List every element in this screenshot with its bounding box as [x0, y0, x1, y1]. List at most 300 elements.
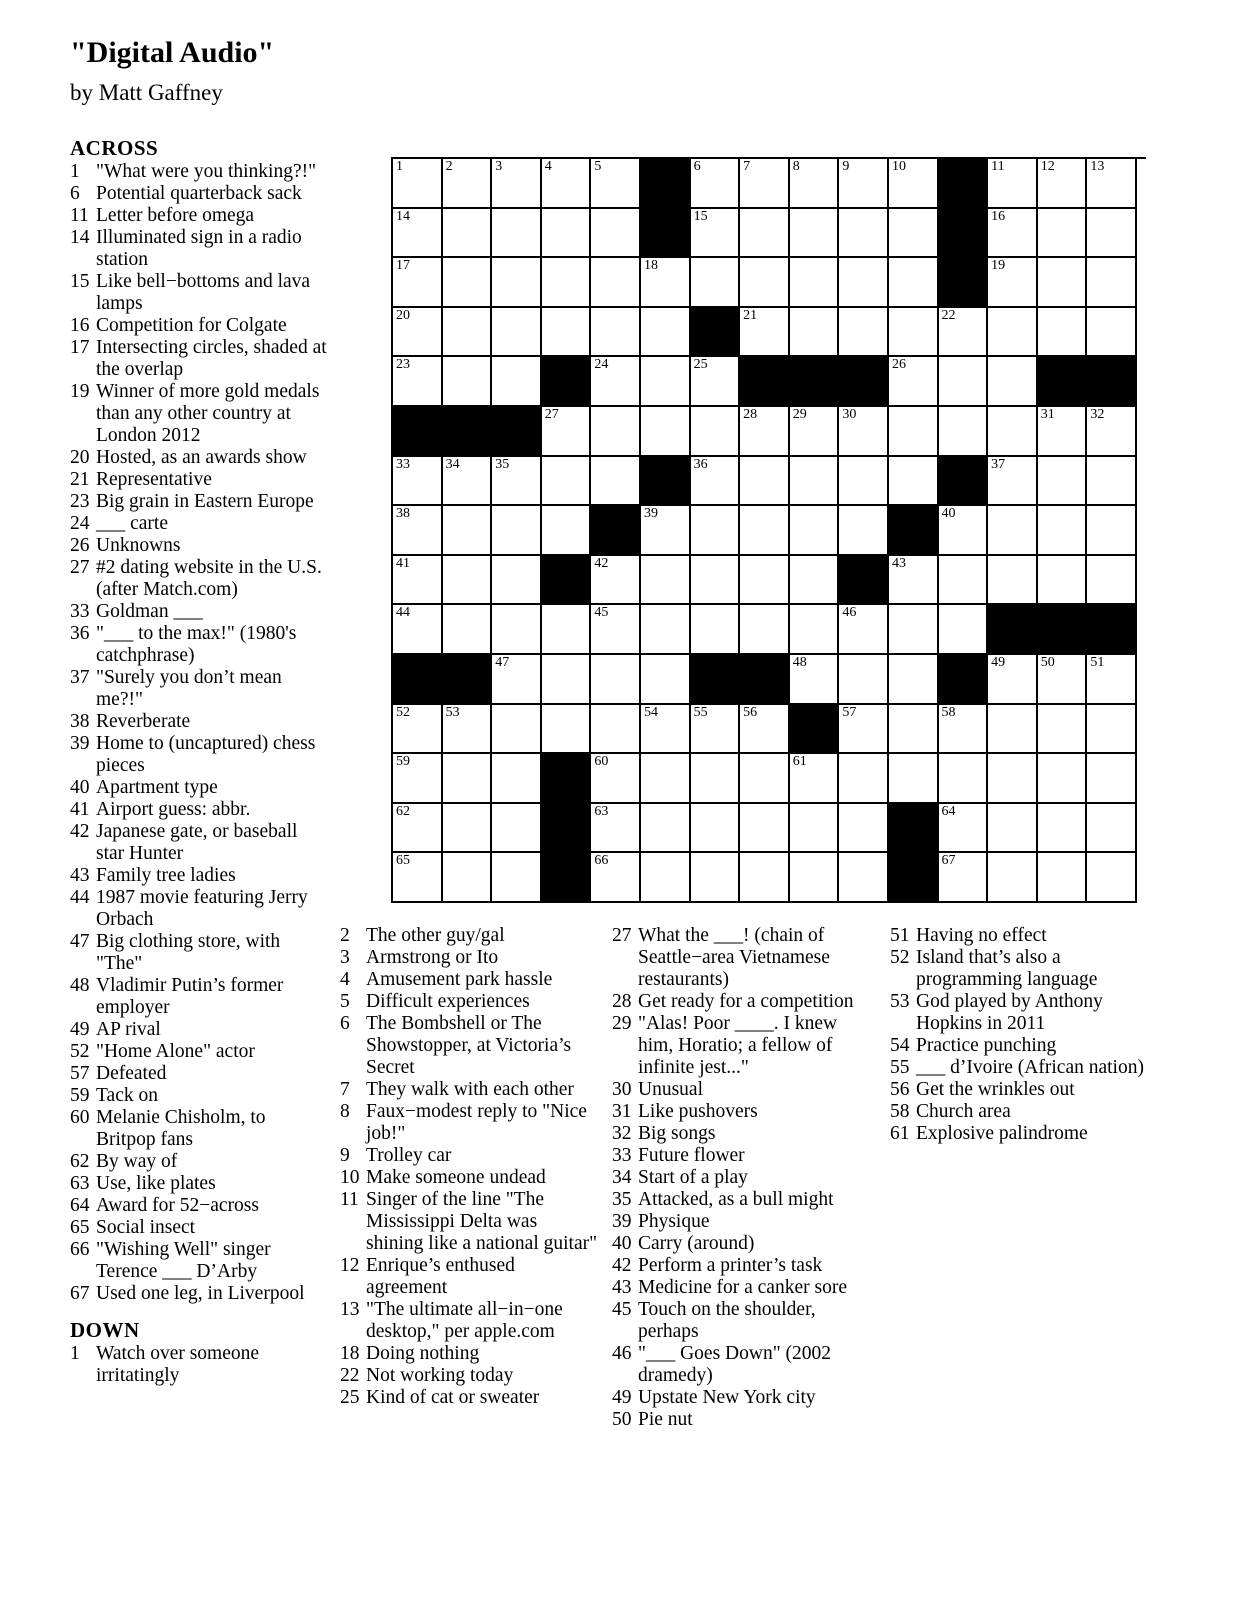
grid-cell[interactable] — [939, 506, 989, 556]
clue-text: Carry (around) — [638, 1233, 755, 1254]
grid-cell[interactable] — [939, 754, 989, 804]
clue-text: God played by Anthony Hopkins in 2011 — [916, 991, 1103, 1034]
grid-cell[interactable] — [492, 705, 542, 755]
grid-cell[interactable] — [740, 407, 790, 457]
grid-cell[interactable] — [1038, 804, 1088, 854]
grid-cell[interactable] — [492, 853, 542, 903]
clue-item — [612, 1255, 877, 1277]
grid-cell[interactable] — [790, 804, 840, 854]
grid-cell[interactable] — [790, 407, 840, 457]
clue-item — [70, 1019, 328, 1041]
grid-cell[interactable] — [393, 853, 443, 903]
grid-cell[interactable] — [542, 705, 592, 755]
grid-cell[interactable] — [1087, 655, 1137, 705]
grid-cell-blocked — [939, 457, 989, 507]
grid-cell[interactable] — [641, 357, 691, 407]
grid-cell-number: 28 — [743, 406, 758, 422]
clue-number: 33 — [612, 1145, 632, 1166]
clue-item — [890, 925, 1150, 947]
grid-cell[interactable] — [889, 705, 939, 755]
grid-cell[interactable] — [542, 605, 592, 655]
clue-text: Winner of more gold medals than any other country at London 2012 — [96, 381, 320, 446]
grid-cell[interactable] — [988, 258, 1038, 308]
clue-item — [70, 183, 328, 205]
grid-cell[interactable] — [988, 308, 1038, 358]
clue-number: 49 — [612, 1387, 632, 1408]
grid-cell[interactable] — [641, 258, 691, 308]
grid-cell[interactable] — [889, 159, 939, 209]
clue-text: Tack on — [96, 1085, 158, 1106]
grid-cell-number: 50 — [1040, 654, 1055, 670]
grid-cell-number: 34 — [445, 456, 460, 472]
grid-cell[interactable] — [492, 804, 542, 854]
grid-cell[interactable] — [1038, 506, 1088, 556]
clue-item — [340, 1255, 598, 1299]
grid-cell[interactable] — [740, 705, 790, 755]
grid-cell[interactable] — [542, 506, 592, 556]
grid-cell[interactable] — [1038, 407, 1088, 457]
grid-cell[interactable] — [591, 308, 641, 358]
grid-cell[interactable] — [492, 655, 542, 705]
grid-cell[interactable] — [492, 556, 542, 606]
grid-cell-number: 45 — [594, 605, 609, 621]
crossword-grid[interactable] — [391, 157, 1146, 903]
grid-cell[interactable] — [492, 357, 542, 407]
grid-cell-number: 49 — [991, 654, 1006, 670]
grid-cell[interactable] — [839, 258, 889, 308]
clue-text: Potential quarterback sack — [96, 183, 302, 204]
grid-cell[interactable] — [443, 308, 493, 358]
grid-cell[interactable] — [1087, 258, 1137, 308]
grid-cell-number: 54 — [643, 704, 658, 720]
grid-cell[interactable] — [443, 804, 493, 854]
grid-cell[interactable] — [443, 705, 493, 755]
grid-cell[interactable] — [889, 655, 939, 705]
grid-cell-blocked — [889, 506, 939, 556]
clue-text: Representative — [96, 469, 212, 490]
grid-cell[interactable] — [839, 506, 889, 556]
grid-cell[interactable] — [393, 357, 443, 407]
grid-cell[interactable] — [1087, 804, 1137, 854]
grid-cell-blocked — [889, 804, 939, 854]
grid-cell[interactable] — [1087, 159, 1137, 209]
clue-text: Competition for Colgate — [96, 315, 287, 336]
grid-cell[interactable] — [591, 209, 641, 259]
grid-cell[interactable] — [492, 506, 542, 556]
clue-text: Physique — [638, 1211, 710, 1232]
grid-cell[interactable] — [988, 853, 1038, 903]
down-clue-list-part4 — [890, 925, 1150, 1145]
grid-cell[interactable] — [641, 605, 691, 655]
grid-cell[interactable] — [393, 556, 443, 606]
grid-cell-blocked — [542, 556, 592, 606]
grid-cell[interactable] — [492, 754, 542, 804]
grid-cell[interactable] — [1087, 209, 1137, 259]
grid-cell[interactable] — [691, 605, 741, 655]
grid-cell[interactable] — [988, 705, 1038, 755]
grid-cell[interactable] — [691, 209, 741, 259]
clue-text: ___ carte — [96, 513, 169, 534]
grid-cell[interactable] — [443, 605, 493, 655]
grid-cell[interactable] — [839, 605, 889, 655]
grid-cell[interactable] — [443, 754, 493, 804]
grid-cell[interactable] — [542, 209, 592, 259]
grid-cell[interactable] — [939, 605, 989, 655]
grid-cell[interactable] — [889, 258, 939, 308]
clue-item — [890, 1079, 1150, 1101]
grid-cell[interactable] — [542, 258, 592, 308]
grid-cell[interactable] — [889, 308, 939, 358]
grid-cell[interactable] — [641, 556, 691, 606]
clue-number: 41 — [70, 799, 90, 820]
clue-number: 2 — [340, 925, 350, 946]
clue-text: The other guy/gal — [366, 925, 505, 946]
grid-cell-blocked — [542, 804, 592, 854]
grid-cell[interactable] — [939, 705, 989, 755]
grid-cell[interactable] — [1087, 556, 1137, 606]
grid-cell[interactable] — [641, 754, 691, 804]
grid-cell[interactable] — [1087, 705, 1137, 755]
clue-number: 59 — [70, 1085, 90, 1106]
grid-cell[interactable] — [988, 159, 1038, 209]
clue-number: 66 — [70, 1239, 90, 1260]
clue-number: 42 — [70, 821, 90, 842]
grid-cell[interactable] — [790, 506, 840, 556]
clue-text: Upstate New York city — [638, 1387, 816, 1408]
grid-cell[interactable] — [492, 308, 542, 358]
grid-cell-number: 65 — [396, 853, 410, 869]
grid-cell[interactable] — [691, 754, 741, 804]
grid-cell[interactable] — [839, 308, 889, 358]
grid-cell[interactable] — [1038, 457, 1088, 507]
clue-item — [70, 337, 328, 381]
grid-cell[interactable] — [443, 159, 493, 209]
grid-cell[interactable] — [790, 556, 840, 606]
grid-cell[interactable] — [591, 556, 641, 606]
grid-cell[interactable] — [740, 506, 790, 556]
grid-cell[interactable] — [691, 159, 741, 209]
grid-cell[interactable] — [691, 556, 741, 606]
grid-cell[interactable] — [1038, 556, 1088, 606]
grid-row — [393, 804, 1146, 854]
clue-item — [340, 1365, 598, 1387]
clue-number: 54 — [890, 1035, 910, 1056]
clue-item — [612, 1299, 877, 1343]
grid-cell[interactable] — [939, 357, 989, 407]
grid-cell[interactable] — [889, 605, 939, 655]
grid-cell[interactable] — [591, 258, 641, 308]
grid-cell[interactable] — [740, 605, 790, 655]
grid-cell-number: 8 — [792, 159, 800, 174]
clue-text: Medicine for a canker sore — [638, 1277, 847, 1298]
clue-number: 15 — [70, 271, 90, 292]
grid-cell[interactable] — [1087, 308, 1137, 358]
grid-cell[interactable] — [988, 804, 1038, 854]
clue-item — [70, 315, 328, 337]
grid-cell-blocked — [790, 357, 840, 407]
grid-cell[interactable] — [1038, 209, 1088, 259]
grid-row — [393, 357, 1146, 407]
grid-cell[interactable] — [393, 308, 443, 358]
clue-number: 53 — [890, 991, 910, 1012]
clue-number: 11 — [70, 205, 89, 226]
grid-cell[interactable] — [443, 357, 493, 407]
clue-text: Big songs — [638, 1123, 716, 1144]
grid-cell[interactable] — [492, 159, 542, 209]
grid-cell[interactable] — [542, 407, 592, 457]
grid-cell[interactable] — [1087, 853, 1137, 903]
grid-cell[interactable] — [393, 754, 443, 804]
grid-cell[interactable] — [393, 705, 443, 755]
grid-cell[interactable] — [641, 308, 691, 358]
grid-row — [393, 258, 1146, 308]
grid-cell-number: 7 — [743, 159, 751, 174]
grid-cell[interactable] — [988, 407, 1038, 457]
grid-cell[interactable] — [839, 853, 889, 903]
clue-text: Make someone undead — [366, 1167, 546, 1188]
down-clue-list-part2 — [340, 925, 598, 1409]
grid-cell[interactable] — [443, 457, 493, 507]
grid-cell-number: 67 — [941, 853, 956, 869]
grid-cell[interactable] — [691, 705, 741, 755]
grid-cell[interactable] — [988, 655, 1038, 705]
clue-text: Faux−modest reply to "Nice job!" — [366, 1101, 587, 1144]
grid-cell[interactable] — [1087, 506, 1137, 556]
grid-cell[interactable] — [393, 804, 443, 854]
grid-cell[interactable] — [988, 457, 1038, 507]
grid-cell[interactable] — [393, 506, 443, 556]
grid-cell[interactable] — [591, 853, 641, 903]
clue-text: Use, like plates — [96, 1173, 216, 1194]
clue-text: Doing nothing — [366, 1343, 480, 1364]
grid-cell-number: 36 — [693, 456, 708, 472]
grid-cell[interactable] — [1038, 159, 1088, 209]
grid-cell[interactable] — [591, 655, 641, 705]
grid-cell[interactable] — [1038, 258, 1088, 308]
grid-row — [393, 705, 1146, 755]
clue-number: 30 — [612, 1079, 632, 1100]
clue-item — [612, 1233, 877, 1255]
grid-cell[interactable] — [691, 407, 741, 457]
grid-cell[interactable] — [591, 754, 641, 804]
clue-number: 55 — [890, 1057, 910, 1078]
grid-cell[interactable] — [1038, 705, 1088, 755]
grid-cell[interactable] — [740, 556, 790, 606]
grid-cell[interactable] — [790, 655, 840, 705]
grid-cell[interactable] — [790, 605, 840, 655]
grid-cell[interactable] — [790, 754, 840, 804]
grid-cell[interactable] — [889, 209, 939, 259]
grid-cell[interactable] — [641, 804, 691, 854]
grid-cell[interactable] — [790, 457, 840, 507]
grid-cell[interactable] — [889, 357, 939, 407]
grid-cell[interactable] — [691, 258, 741, 308]
grid-cell[interactable] — [790, 853, 840, 903]
grid-cell[interactable] — [492, 605, 542, 655]
grid-cell[interactable] — [591, 457, 641, 507]
grid-cell-number: 40 — [941, 506, 956, 522]
grid-cell[interactable] — [889, 556, 939, 606]
clue-item — [70, 535, 328, 557]
clue-number: 24 — [70, 513, 90, 534]
grid-cell[interactable] — [443, 506, 493, 556]
clue-item — [70, 799, 328, 821]
grid-cell-blocked — [889, 853, 939, 903]
clue-text: Big clothing store, with "The" — [96, 931, 281, 974]
grid-cell[interactable] — [839, 457, 889, 507]
grid-cell[interactable] — [939, 407, 989, 457]
grid-cell[interactable] — [492, 258, 542, 308]
clue-item — [340, 1343, 598, 1365]
clue-text: Airport guess: abbr. — [96, 799, 251, 820]
clue-number: 32 — [612, 1123, 632, 1144]
grid-cell[interactable] — [988, 506, 1038, 556]
grid-cell[interactable] — [740, 258, 790, 308]
grid-cell[interactable] — [988, 556, 1038, 606]
grid-cell[interactable] — [393, 457, 443, 507]
grid-cell[interactable] — [691, 804, 741, 854]
grid-cell[interactable] — [1087, 754, 1137, 804]
grid-cell[interactable] — [939, 556, 989, 606]
clue-item — [70, 1217, 328, 1239]
clue-item — [70, 931, 328, 975]
grid-row — [393, 209, 1146, 259]
clue-text: "Home Alone" actor — [96, 1041, 255, 1062]
page-title: "Digital Audio" — [70, 36, 275, 69]
grid-cell[interactable] — [492, 209, 542, 259]
grid-cell[interactable] — [591, 804, 641, 854]
grid-cell[interactable] — [988, 754, 1038, 804]
grid-cell[interactable] — [591, 407, 641, 457]
grid-cell[interactable] — [839, 209, 889, 259]
grid-cell[interactable] — [443, 209, 493, 259]
grid-cell[interactable] — [542, 457, 592, 507]
grid-cell[interactable] — [740, 804, 790, 854]
clue-item — [890, 1101, 1150, 1123]
clue-text: Unknowns — [96, 535, 181, 556]
grid-cell[interactable] — [443, 853, 493, 903]
grid-cell[interactable] — [939, 804, 989, 854]
clue-text: Start of a play — [638, 1167, 748, 1188]
grid-cell[interactable] — [839, 407, 889, 457]
clue-item — [340, 925, 598, 947]
clue-text: Not working today — [366, 1365, 514, 1386]
grid-cell-number: 22 — [941, 307, 956, 323]
grid-cell[interactable] — [443, 258, 493, 308]
clue-text: "___ to the max!" (1980's catchphrase) — [96, 623, 297, 666]
grid-cell[interactable] — [790, 258, 840, 308]
grid-cell-number: 13 — [1090, 159, 1105, 174]
grid-cell[interactable] — [691, 357, 741, 407]
clue-number: 56 — [890, 1079, 910, 1100]
clue-item — [70, 777, 328, 799]
grid-cell-blocked — [443, 407, 493, 457]
grid-cell[interactable] — [1087, 407, 1137, 457]
grid-cell[interactable] — [1038, 308, 1088, 358]
grid-cell[interactable] — [988, 357, 1038, 407]
grid-cell[interactable] — [393, 209, 443, 259]
grid-cell[interactable] — [641, 853, 691, 903]
grid-cell[interactable] — [790, 308, 840, 358]
grid-cell[interactable] — [839, 705, 889, 755]
grid-cell[interactable] — [988, 209, 1038, 259]
clue-item — [70, 1085, 328, 1107]
grid-cell[interactable] — [591, 705, 641, 755]
grid-cell[interactable] — [641, 705, 691, 755]
grid-cell[interactable] — [740, 209, 790, 259]
grid-cell[interactable] — [1038, 754, 1088, 804]
clue-text: Watch over someone irritatingly — [96, 1343, 260, 1386]
grid-cell-number: 25 — [693, 357, 708, 373]
grid-cell[interactable] — [393, 159, 443, 209]
grid-cell[interactable] — [740, 308, 790, 358]
grid-cell[interactable] — [591, 605, 641, 655]
grid-cell-blocked — [988, 605, 1038, 655]
grid-cell-blocked — [740, 357, 790, 407]
grid-cell[interactable] — [740, 754, 790, 804]
grid-cell-number: 4 — [544, 159, 552, 174]
clue-text: Vladimir Putin’s former employer — [96, 975, 284, 1018]
grid-cell[interactable] — [542, 159, 592, 209]
grid-cell[interactable] — [1038, 655, 1088, 705]
clue-number: 31 — [612, 1101, 632, 1122]
grid-cell[interactable] — [393, 258, 443, 308]
grid-cell[interactable] — [889, 754, 939, 804]
grid-cell[interactable] — [740, 457, 790, 507]
grid-cell[interactable] — [740, 159, 790, 209]
grid-cell[interactable] — [641, 506, 691, 556]
clue-item — [70, 711, 328, 733]
grid-cell[interactable] — [542, 655, 592, 705]
grid-cell[interactable] — [839, 754, 889, 804]
grid-cell[interactable] — [492, 457, 542, 507]
grid-cell[interactable] — [839, 655, 889, 705]
grid-cell-number: 56 — [743, 704, 758, 720]
grid-cell[interactable] — [542, 308, 592, 358]
grid-cell-blocked — [542, 357, 592, 407]
grid-cell[interactable] — [839, 159, 889, 209]
grid-cell-number: 52 — [396, 704, 410, 720]
grid-cell[interactable] — [691, 853, 741, 903]
grid-cell[interactable] — [393, 605, 443, 655]
grid-cell[interactable] — [939, 308, 989, 358]
grid-cell[interactable] — [443, 556, 493, 606]
grid-cell[interactable] — [641, 655, 691, 705]
grid-cell[interactable] — [790, 209, 840, 259]
grid-cell[interactable] — [889, 457, 939, 507]
grid-cell[interactable] — [889, 407, 939, 457]
grid-cell[interactable] — [591, 159, 641, 209]
grid-cell[interactable] — [691, 506, 741, 556]
grid-cell[interactable] — [641, 407, 691, 457]
clue-number: 48 — [70, 975, 90, 996]
grid-cell[interactable] — [839, 804, 889, 854]
grid-cell[interactable] — [691, 457, 741, 507]
grid-cell[interactable] — [740, 853, 790, 903]
clues-column-1 — [70, 137, 328, 1387]
grid-cell[interactable] — [939, 853, 989, 903]
grid-cell-number: 6 — [693, 159, 701, 174]
grid-cell[interactable] — [591, 357, 641, 407]
grid-cell-number: 26 — [891, 357, 906, 373]
grid-cell[interactable] — [1087, 457, 1137, 507]
grid-cell[interactable] — [1038, 853, 1088, 903]
grid-row — [393, 754, 1146, 804]
clue-number: 52 — [70, 1041, 90, 1062]
clue-text: Church area — [916, 1101, 1011, 1122]
grid-cell[interactable] — [790, 159, 840, 209]
clue-item — [70, 1343, 328, 1387]
